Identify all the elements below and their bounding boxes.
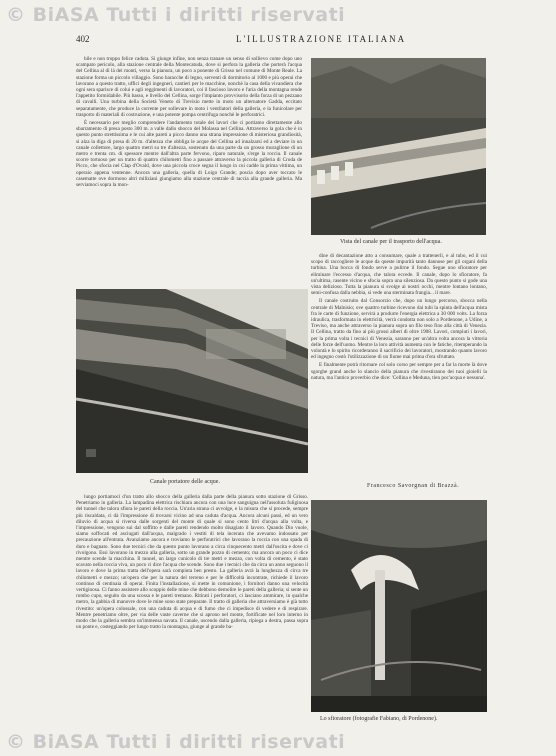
author-signature: Francesco Savorgnan di Brazzà. bbox=[367, 483, 460, 489]
caption-top-right: Vista del canale per il trasporto dell'acqua. bbox=[340, 239, 442, 245]
watermark-top: © BiASA Tutti i diritti riservati bbox=[6, 4, 346, 26]
caption-bottom-right: Lo sfioratore (fotografie Fabiano, di Pordenone). bbox=[320, 716, 438, 722]
photo-spillway bbox=[311, 500, 487, 712]
text-column-bottom-left bbox=[76, 494, 308, 724]
paragraph: dine di decantazione atto a consumare, quale a trattenerli, e al tubo, ed il cui scopo di raccogliere le acque da queste impurità tanto dannose per gli organi della turbina. Una bocca di fondo serve a pulirne il fondo. Segue uno sfioratore per eliminare l'eccesso d'acqua, che talora eccede. Il canale, dopo lo sfioratore, fa un'ultima, rasente vicino e sfocia sopra una silenziosa. Da questo punto si gode una vista delizioso. Tutta la pianura si svolge ai nostri occhi, mentre lontano lontano, semi-confusa dalla nebbia, si vede una sterminata frangia... il mare. bbox=[311, 253, 487, 297]
caption-middle-left: Canale portatore delle acque. bbox=[150, 479, 220, 485]
paragraph: lungo portiamoci d'un tratto allo sbocco della galleria dalla parte della pianura sotto stazione di Grisso. Penetriamo in galleria. La lampadina elettrica rischiara ancora con una luce sanguigna nell'assoluta fuliginosa del tunnel che talora sfiora le pareti della roccia. Un'aria strana ci avvolge, e la misura che si procede, sempre più riscaldata, ci dà l'impressione di trovarsi vicino ad una caduta d'acqua. Ancora alcuni passi, ed un vero diluvio di acqua si riversa dalle sorgenti del monte di quale si sono cento litri d'acqua alla volta, e l'impressione, vengono sui dal soffitto e dalle pareti rendendo molto disagiato il lavoro. Quando Dio vuole, siamo soffocati ed asciugati dall'acqua, malgrado i vestiti di tela incerata che avevamo indossato per precauzione all'entrata. Avanziamo ancora e troviamo le perforatrici che lavorano la roccia con una spada di duro e bagnato. Sono due tecnici che da questo punto lavorano a circa cinquecento metri dall'uscita e dove ci rivolgono. Essi lavorano in mezzo alla galleria, sotto un grande pozzo di cemento; ma ancora un poco ci dice mentre scende la macchina. Il tunnel, un largo cunicolo di tre metri e mezzo, con volta di cemento, è stato scavato nella roccia viva, un poco ci dice l'acqua che scende. Sono due i tecnici che da circa un anno seguono il lavoro e dove la prima tratta dell'opera sarà compiuta ben presto. La galleria avrà la lunghezza di circa tre chilometri e mezzo; un'opera che per la natura del terreno e per le difficoltà incontrate, richiede il lavoro continuo di centinaia di operai. Finita l'installazione, si mette in comunione, i fornitori danno una velocità vertiginosa. Ci fanno assistere allo scoppio delle mine che debbono demolire le pareti della galleria; si sente un rombo cupo, seguito da una scossa e le pareti tremano. Ritirati i perforatori, ci lasciano ammirare, in qualche metro, la gabbia di manovre dove le mine sono state preparate. Il tratto di galleria che attraversiamo è già tutto rivestito: un'opera colossale, con una caduta di acqua e di fumo che ci impedisce di vedere e di respirare. Mentre penetriamo oltre, per via delle vaste caverne che si aprono nel monte, fortificate nel loro interno in modo che la galleria sembra un'immensa navata. Il canale, uscendo dalla galleria, ripiega a destra, passa sopra un ponte e, costeggiando per lungo tratto la montagna, giunge al grande ba- bbox=[76, 494, 308, 631]
page-number: 402 bbox=[76, 34, 90, 44]
text-column-right-middle bbox=[311, 253, 487, 477]
paragraph: E finalmente potrà ritornare col solo corso per sempre per a far la morte là dove sgorghe grand anche lo slancio della pianura che rivestiranno dei tuoi gioielli la natura, ma l'antico proverbio che dice: 'Cellina e Meduna, tien poc'acqua e nessuna'. bbox=[311, 362, 487, 381]
photo-canal-view bbox=[311, 58, 486, 235]
page-header bbox=[76, 34, 516, 48]
paragraph: bile e non troppo felice caduta. Si giunge infine, non senza tranare un senso di sollievo come dopo uno scampato pericolo, alla stazione centrale della Montecatuda, dove si perfora la galleria che porterà l'acqua del Cellina al di là dei monti, verso la pianura, un poco a ponente di Grisso nel comune di Monte Reale. La stazione forma un piccolo villaggio. Sono baracche di legno, serventi di dormitorio al 1000 e più operai che lavorano a questo tratto, uffici degli ingegneri, cantieri per le macchine, nonchè la casa della vivandiera che ogni sera sparisce di colui e agli reggimenti di lavoratori, coi il fascioso lavoro e l'aria della montagna rende l'appetito formidabile. Più basso, e livello del Cellina, sorge l'impianto provvisorio della forza di un pezzano di cavalli. Una turbina della Società Veneto di Trevisio mette in moto un alternatore Gadda, eccitato separatamente, che produce la corrente per sollevare in moto i ventilatori della galleria, e la funicolare per trasporto di materiali di costruzione, e una potente pompa centrifuga nonchè le perforatrici. bbox=[76, 56, 302, 118]
paragraph: Il canale costruito dal Consorzio che, dopo un lungo percorso, sbocca nella centrale di Malnisio; ove quattro turbine ricevono dai tubi la spinta dell'acqua mista fra le carte di funzione, servirà a produrre l'energia elettrica a 30 000 volts. La forza idraulica, trasformata in elettricità, verrà condotta non solo a Pordenone, a Udine, a Treviso, ma anche attraverso la pianura sopra un filo teso fino alla città di Venezia. Il Cellina, tratto da fino ai più grossi alberi di oltre 1908. Lavori, compiuti i lavori, per la prima volta i tecnici di Venezia, saranno per un'altra volta ancora la vittoria delle forze dell'uomo. Mentre la loro attività aumenta con le fatiche, ritemperando la volontà e lo spirito ricorderanno il sacrificio dei lavoratori, mostrando quanto lavoro ed ingegno costò l'utilizzazione di un fiume mai prima d'ora sfruttato. bbox=[311, 298, 487, 361]
paragraph: È necessario per meglio comprendere l'andamento totale dei lavori che ci portiamo direttamente allo sbarramento di presa posto 300 m. a valle dallo sbocco del Molassa nel Cellina. Attraverso la gola che è in questo punto strettissima e le cui alte pareti a picco danno una strana impressione di misteriosa grandiosità, si alza la diga di presa di 20 m. d'altezza che obbliga le acque del Cellina ad innalzarsi ed a deviare in un canale collettore, largo quattro metri su tre d'altezza, sostenuto da una parte da un grosso muraglione di un metro e trenta cm. di spessore mentre dall'altra parte fervono, riparo naturale, s'erge la roccia. Il canale scorre tortuoso per un tratto di quattro chilometri fino a passare attraverso la piccola galleria di Croda de Picco, che sfocia nel Clap d'Ovald, dove una piccola croce segna il luogo in cui cadde la prima vittima, un operaio appena ventenne. Ancora una galleria, quella di Loigo Grande; poscia dopo aver toccato le casematte ove dormono altri miliziani giungiamo alla stazione centrale di taccia alla grande galleria. Ma serviamoci sopra la mon- bbox=[76, 120, 302, 189]
journal-title: L'ILLUSTRAZIONE ITALIANA bbox=[236, 34, 407, 44]
watermark-bottom: © BiASA Tutti i diritti riservati bbox=[6, 731, 346, 753]
text-column-top-left bbox=[76, 56, 302, 268]
photo-canal-channel bbox=[76, 289, 308, 473]
